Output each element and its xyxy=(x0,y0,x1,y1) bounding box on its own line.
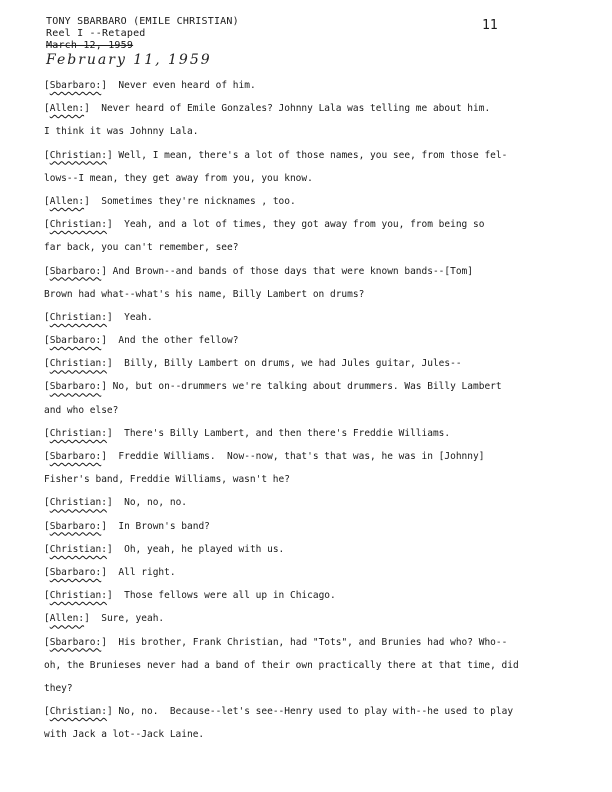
speaker-label xyxy=(44,700,113,723)
speaker-name: Christian: xyxy=(49,543,107,555)
utterance-text: they? xyxy=(44,682,73,694)
utterance-text: I think it was Johnny Lala. xyxy=(44,126,199,138)
speaker-label xyxy=(44,97,90,120)
transcript-line xyxy=(44,515,564,538)
transcript-line xyxy=(44,236,564,259)
utterance-text: Never even heard of him. xyxy=(106,80,256,91)
utterance-text: And Brown--and bands of those days that were known bands--[Tom] xyxy=(106,265,473,277)
utterance-text: Sure, yeah. xyxy=(89,613,165,625)
utterance-text: No, no. Because--let's see--Henry used to play with--he used to play xyxy=(112,706,514,718)
transcript-line xyxy=(44,167,564,190)
speaker-name: Christian: xyxy=(49,706,107,718)
transcript-line xyxy=(44,631,564,654)
transcript-line xyxy=(44,491,564,514)
utterance-text: Brown had what--what's his name, Billy Lambert on drums? xyxy=(44,288,365,300)
handwritten-date: February 11, 1959 xyxy=(46,52,212,68)
struck-date: March 12, 1959 xyxy=(46,40,134,51)
transcript-line xyxy=(44,120,564,143)
utterance-text: Well, I mean, there's a lot of those names, you see, from those fel- xyxy=(112,149,508,161)
transcript-line xyxy=(44,283,564,306)
speaker-label xyxy=(44,375,107,398)
utterance-text: All right. xyxy=(106,566,176,578)
utterance-text: Fisher's band, Freddie Williams, wasn't he? xyxy=(44,474,290,486)
speaker-name: Sbarbaro: xyxy=(49,381,102,393)
speaker-name: Sbarbaro: xyxy=(49,80,102,91)
speaker-label xyxy=(44,329,107,352)
transcript-line xyxy=(44,329,564,352)
utterance-text: far back, you can't remember, see? xyxy=(44,242,239,254)
utterance-text: Freddie Williams. Now--now, that's that was, he was in [Johnny] xyxy=(106,451,485,462)
utterance-text: Billy, Billy Lambert on drums, we had Jules guitar, Jules-- xyxy=(112,358,462,370)
transcript-line xyxy=(44,723,564,746)
utterance-text: lows--I mean, they get away from you, you know. xyxy=(44,172,313,184)
speaker-label xyxy=(44,190,90,213)
utterance-text: His brother, Frank Christian, had "Tots", and Brunies had who? Who-- xyxy=(106,636,508,648)
utterance-text: In Brown's band? xyxy=(106,520,210,532)
utterance-text: Sometimes they're nicknames , too. xyxy=(89,195,296,207)
speaker-name: Allen: xyxy=(49,103,85,115)
transcript-line xyxy=(44,561,564,584)
speaker-name: Sbarbaro: xyxy=(49,520,102,532)
speaker-label xyxy=(44,561,107,584)
speaker-name: Sbarbaro: xyxy=(49,451,102,462)
speaker-name: Christian: xyxy=(49,219,107,231)
transcript-line xyxy=(44,584,564,607)
transcript-line xyxy=(44,607,564,630)
utterance-text: oh, the Brunieses never had a band of their own practically there at that time, did xyxy=(44,659,519,671)
transcript-line xyxy=(44,213,564,236)
utterance-text: No, but on--drummers we're talking about drummers. Was Billy Lambert xyxy=(106,381,502,393)
speaker-name: Christian: xyxy=(49,149,107,161)
utterance-text: There's Billy Lambert, and then there's Freddie Williams. xyxy=(112,427,451,439)
header-title: TONY SBARBARO (EMILE CHRISTIAN) xyxy=(46,16,239,27)
speaker-label xyxy=(44,607,90,630)
transcript-line xyxy=(44,538,564,561)
utterance-text: And the other fellow? xyxy=(106,335,239,347)
speaker-label xyxy=(44,213,113,236)
utterance-text: with Jack a lot--Jack Laine. xyxy=(44,729,205,741)
speaker-name: Allen: xyxy=(49,613,85,625)
page-number: 11 xyxy=(482,18,498,33)
utterance-text: Oh, yeah, he played with us. xyxy=(112,543,285,555)
speaker-name: Christian: xyxy=(49,358,107,370)
speaker-name: Sbarbaro: xyxy=(49,636,102,648)
transcript-line xyxy=(44,97,564,120)
transcript-line xyxy=(44,700,564,723)
transcript-line xyxy=(44,468,564,491)
speaker-label xyxy=(44,491,113,514)
utterance-text: Those fellows were all up in Chicago. xyxy=(112,590,336,602)
speaker-label xyxy=(44,538,113,561)
speaker-name: Christian: xyxy=(49,427,107,439)
utterance-text: Yeah. xyxy=(112,311,153,323)
speaker-name: Sbarbaro: xyxy=(49,335,102,347)
speaker-label xyxy=(44,260,107,283)
speaker-name: Christian: xyxy=(49,590,107,602)
transcript-line xyxy=(44,399,564,422)
speaker-name: Christian: xyxy=(49,497,107,509)
transcript-line xyxy=(44,352,564,375)
transcript-line xyxy=(44,144,564,167)
transcript-line xyxy=(44,422,564,445)
speaker-label xyxy=(44,74,107,97)
transcript-line xyxy=(44,190,564,213)
speaker-name: Sbarbaro: xyxy=(49,265,102,277)
transcript-line xyxy=(44,306,564,329)
speaker-label xyxy=(44,631,107,654)
speaker-label xyxy=(44,422,113,445)
speaker-label xyxy=(44,306,113,329)
speaker-label xyxy=(44,144,113,167)
transcript-line xyxy=(44,375,564,398)
utterance-text: and who else? xyxy=(44,404,119,416)
transcript-line xyxy=(44,74,564,97)
utterance-text: Never heard of Emile Gonzales? Johnny Lala was telling me about him. xyxy=(89,103,491,115)
transcript-body xyxy=(44,74,564,746)
speaker-label xyxy=(44,515,107,538)
document-header xyxy=(46,16,239,66)
speaker-name: Christian: xyxy=(49,311,107,323)
speaker-name: Sbarbaro: xyxy=(49,566,102,578)
utterance-text: Yeah, and a lot of times, they got away from you, from being so xyxy=(112,219,485,231)
transcript-line xyxy=(44,445,564,468)
speaker-label xyxy=(44,584,113,607)
speaker-label xyxy=(44,445,107,468)
speaker-name: Allen: xyxy=(49,195,85,207)
transcript-line xyxy=(44,260,564,283)
header-reel: Reel I --Retaped xyxy=(46,28,146,39)
transcript-line xyxy=(44,677,564,700)
utterance-text: No, no, no. xyxy=(112,497,188,509)
transcript-line xyxy=(44,654,564,677)
speaker-label xyxy=(44,352,113,375)
